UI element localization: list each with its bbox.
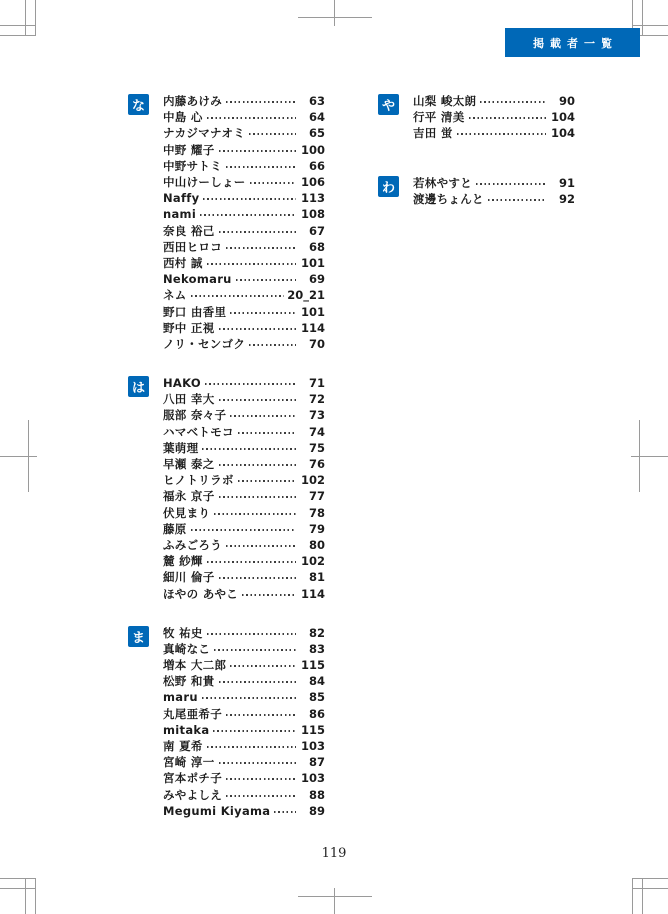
kana-section — [378, 175, 575, 207]
index-entry — [163, 641, 325, 657]
trim-mark — [298, 896, 372, 897]
dot-leader — [476, 183, 546, 185]
dot-leader — [219, 464, 296, 466]
dot-leader — [207, 263, 296, 265]
entry-name: 藤原 — [163, 521, 187, 536]
index-entry — [163, 158, 325, 174]
entry-name: Naffy — [163, 191, 200, 206]
entry-name: 吉田 蛍 — [413, 126, 453, 141]
entry-name: 宮本ポチ子 — [163, 771, 222, 786]
trim-mark — [35, 0, 36, 36]
entry-page: 100 — [300, 142, 325, 157]
dot-leader — [249, 133, 296, 135]
dot-leader — [203, 198, 296, 200]
entry-page: 89 — [308, 803, 325, 818]
dot-leader — [219, 762, 296, 764]
kana-section — [128, 375, 325, 602]
entry-name: 宮崎 淳一 — [163, 755, 215, 770]
index-column-right — [378, 93, 575, 240]
entry-name: 中島 心 — [163, 110, 203, 125]
dot-leader — [214, 649, 296, 651]
entry-name: 牧 祐史 — [163, 625, 203, 640]
entry-name: nami — [163, 207, 197, 222]
entry-name: ハマベトモコ — [163, 424, 234, 439]
entry-name: 若林やすと — [413, 175, 472, 190]
kana-section — [128, 625, 325, 819]
entry-page: 81 — [308, 570, 325, 585]
index-entry — [163, 505, 325, 521]
entry-name: ふみごろう — [163, 537, 222, 552]
dot-leader — [238, 432, 296, 434]
index-entry — [163, 125, 325, 141]
entry-page: 86 — [308, 706, 325, 721]
entry-name: 早瀬 泰之 — [163, 457, 215, 472]
dot-leader — [207, 117, 296, 119]
entry-list — [163, 625, 325, 819]
trim-mark — [0, 878, 36, 879]
entry-page: 72 — [308, 392, 325, 407]
index-entry — [163, 569, 325, 585]
dot-leader — [226, 545, 296, 547]
index-entry — [163, 93, 325, 109]
dot-leader — [236, 279, 296, 281]
entry-name: 西村 誠 — [163, 255, 203, 270]
index-entry — [413, 191, 575, 207]
entry-name: 渡邊ちょんと — [413, 191, 484, 206]
index-entry — [163, 174, 325, 190]
entry-name: 中野 耀子 — [163, 142, 215, 157]
kana-badge: や — [378, 94, 399, 115]
entry-name: HAKO — [163, 376, 201, 391]
index-entry — [413, 125, 575, 141]
entry-page: 65 — [308, 126, 325, 141]
entry-list — [163, 93, 325, 352]
index-entry — [163, 287, 325, 303]
dot-leader — [219, 577, 296, 579]
index-entry — [163, 407, 325, 423]
entry-name: 松野 和貴 — [163, 674, 215, 689]
dot-leader — [207, 633, 296, 635]
entry-page: 113 — [300, 191, 325, 206]
index-entry — [413, 175, 575, 191]
entry-name: ほやの あやこ — [163, 586, 239, 601]
index-entry — [163, 336, 325, 352]
entry-name: 丸尾亜希子 — [163, 706, 222, 721]
trim-mark — [0, 456, 37, 457]
kana-badge: ま — [128, 626, 149, 647]
entry-name: maru — [163, 690, 198, 705]
dot-leader — [191, 295, 285, 297]
trim-mark — [642, 0, 643, 36]
dot-leader — [238, 480, 296, 482]
entry-page: 76 — [308, 457, 325, 472]
index-entry — [163, 320, 325, 336]
entry-name: Nekomaru — [163, 272, 232, 287]
index-entry — [163, 239, 325, 255]
entry-page: 104 — [550, 110, 575, 125]
entry-page: 114 — [300, 586, 325, 601]
entry-name: 麓 紗輝 — [163, 554, 203, 569]
index-entry — [163, 142, 325, 158]
index-entry — [163, 109, 325, 125]
dot-leader — [469, 117, 546, 119]
dot-leader — [213, 730, 296, 732]
entry-page: 114 — [300, 320, 325, 335]
dot-leader — [226, 247, 296, 249]
entry-page: 103 — [300, 771, 325, 786]
dot-leader — [207, 561, 296, 563]
index-entry — [163, 787, 325, 803]
entry-name: mitaka — [163, 722, 210, 737]
index-entry — [163, 706, 325, 722]
kana-badge: わ — [378, 176, 399, 197]
dot-leader — [205, 383, 296, 385]
index-entry — [163, 754, 325, 770]
dot-leader — [250, 182, 296, 184]
entry-page: 74 — [308, 424, 325, 439]
kana-badge: は — [128, 376, 149, 397]
kana-section — [378, 93, 575, 142]
kana-badge: な — [128, 94, 149, 115]
trim-mark — [642, 878, 643, 914]
index-entry — [413, 93, 575, 109]
entry-page: 83 — [308, 641, 325, 656]
dot-leader — [230, 665, 296, 667]
dot-leader — [214, 513, 296, 515]
entry-name: ネム — [163, 288, 187, 303]
index-entry — [163, 424, 325, 440]
dot-leader — [207, 746, 296, 748]
trim-mark — [334, 0, 335, 26]
dot-leader — [200, 214, 296, 216]
index-entry — [163, 206, 325, 222]
entry-name: 葉萌理 — [163, 440, 199, 455]
entry-name: 服部 奈々子 — [163, 408, 227, 423]
index-entry — [163, 255, 325, 271]
index-entry — [163, 391, 325, 407]
index-entry — [163, 673, 325, 689]
trim-mark — [632, 888, 668, 889]
entry-name: ノリ・センゴク — [163, 336, 246, 351]
dot-leader — [191, 529, 296, 531]
dot-leader — [226, 714, 296, 716]
dot-leader — [219, 681, 296, 683]
entry-page: 87 — [308, 755, 325, 770]
index-entry — [163, 472, 325, 488]
entry-page: 115 — [300, 658, 325, 673]
index-entry — [163, 190, 325, 206]
index-entry — [163, 689, 325, 705]
trim-mark — [334, 888, 335, 914]
index-entry — [163, 537, 325, 553]
entry-name: 八田 幸大 — [163, 392, 215, 407]
entry-name: 行平 清美 — [413, 110, 465, 125]
index-entry — [163, 440, 325, 456]
dot-leader — [219, 328, 296, 330]
entry-name: 真崎なこ — [163, 641, 211, 656]
entry-page: 104 — [550, 126, 575, 141]
entry-name: ナカジマナオミ — [163, 126, 246, 141]
entry-page: 69 — [308, 272, 325, 287]
dot-leader — [457, 133, 546, 135]
page-number: 119 — [321, 846, 347, 861]
entry-page: 67 — [308, 223, 325, 238]
entry-name: 福永 京子 — [163, 489, 215, 504]
index-entry — [163, 657, 325, 673]
dot-leader — [488, 199, 546, 201]
entry-page: 70 — [308, 336, 325, 351]
dot-leader — [226, 101, 296, 103]
dot-leader — [202, 697, 296, 699]
kana-section — [128, 93, 325, 352]
entry-page: 84 — [308, 674, 325, 689]
dot-leader — [219, 399, 296, 401]
trim-mark — [0, 888, 36, 889]
index-entry — [163, 456, 325, 472]
entry-name: みやよしえ — [163, 787, 222, 802]
entry-name: Megumi Kiyama — [163, 803, 271, 818]
page-header-badge — [505, 28, 640, 57]
entry-name: 中野サトミ — [163, 158, 222, 173]
dot-leader — [242, 594, 296, 596]
trim-mark — [25, 0, 26, 36]
dot-leader — [226, 166, 296, 168]
index-column-left — [128, 93, 325, 842]
dot-leader — [226, 795, 296, 797]
entry-page: 79 — [308, 521, 325, 536]
trim-mark — [631, 456, 668, 457]
entry-name: 野中 正視 — [163, 320, 215, 335]
entry-page: 77 — [308, 489, 325, 504]
dot-leader — [274, 811, 296, 813]
entry-page: 68 — [308, 239, 325, 254]
entry-name: 奈良 裕己 — [163, 223, 215, 238]
entry-page: 108 — [300, 207, 325, 222]
index-entry — [163, 553, 325, 569]
entry-page: 64 — [308, 110, 325, 125]
entry-page: 66 — [308, 158, 325, 173]
index-entry — [163, 803, 325, 819]
dot-leader — [249, 344, 296, 346]
entry-name: 中山けーしょー — [163, 175, 246, 190]
entry-page: 92 — [558, 191, 575, 206]
page-header-label: 掲載者一覧 — [533, 36, 618, 50]
entry-page: 90 — [558, 94, 575, 109]
trim-mark — [632, 878, 633, 914]
entry-page: 75 — [308, 440, 325, 455]
index-entry — [163, 375, 325, 391]
entry-name: 伏見まり — [163, 505, 211, 520]
entry-list — [413, 175, 575, 207]
entry-name: 山梨 峻太朗 — [413, 94, 477, 109]
entry-name: 野口 由香里 — [163, 304, 227, 319]
index-entry — [163, 585, 325, 601]
index-entry — [163, 722, 325, 738]
entry-name: 細川 倫子 — [163, 570, 215, 585]
trim-mark — [632, 878, 668, 879]
entry-name: 増本 大二郎 — [163, 658, 227, 673]
entry-page: 80 — [308, 537, 325, 552]
entry-page: 101 — [300, 255, 325, 270]
entry-page: 20_21 — [287, 288, 325, 303]
dot-leader — [230, 415, 296, 417]
entry-page: 102 — [300, 473, 325, 488]
entry-list — [163, 375, 325, 602]
index-entry — [163, 271, 325, 287]
dot-leader — [480, 101, 546, 103]
index-entry — [163, 738, 325, 754]
entry-page: 106 — [300, 175, 325, 190]
trim-mark — [0, 25, 36, 26]
entry-page: 82 — [308, 625, 325, 640]
entry-page: 63 — [308, 94, 325, 109]
entry-page: 88 — [308, 787, 325, 802]
index-entry — [163, 488, 325, 504]
index-entry — [163, 770, 325, 786]
entry-list — [413, 93, 575, 142]
trim-mark — [25, 878, 26, 914]
entry-page: 102 — [300, 554, 325, 569]
dot-leader — [230, 312, 296, 314]
entry-page: 85 — [308, 690, 325, 705]
entry-page: 91 — [558, 175, 575, 190]
entry-page: 101 — [300, 304, 325, 319]
entry-page: 71 — [308, 376, 325, 391]
entry-page: 78 — [308, 505, 325, 520]
dot-leader — [202, 448, 296, 450]
index-entry — [163, 303, 325, 319]
trim-mark — [632, 25, 668, 26]
index-entry — [163, 625, 325, 641]
entry-page: 115 — [300, 722, 325, 737]
entry-name: ヒノトリラボ — [163, 473, 234, 488]
entry-name: 南 夏希 — [163, 739, 203, 754]
dot-leader — [219, 496, 296, 498]
trim-mark — [35, 878, 36, 914]
dot-leader — [219, 150, 296, 152]
trim-mark — [0, 35, 36, 36]
dot-leader — [219, 231, 296, 233]
index-entry — [413, 109, 575, 125]
entry-page: 103 — [300, 739, 325, 754]
index-entry — [163, 223, 325, 239]
index-entry — [163, 521, 325, 537]
entry-name: 西田ヒロコ — [163, 239, 222, 254]
entry-page: 73 — [308, 408, 325, 423]
entry-name: 内藤あけみ — [163, 94, 222, 109]
dot-leader — [226, 778, 296, 780]
trim-mark — [298, 17, 372, 18]
